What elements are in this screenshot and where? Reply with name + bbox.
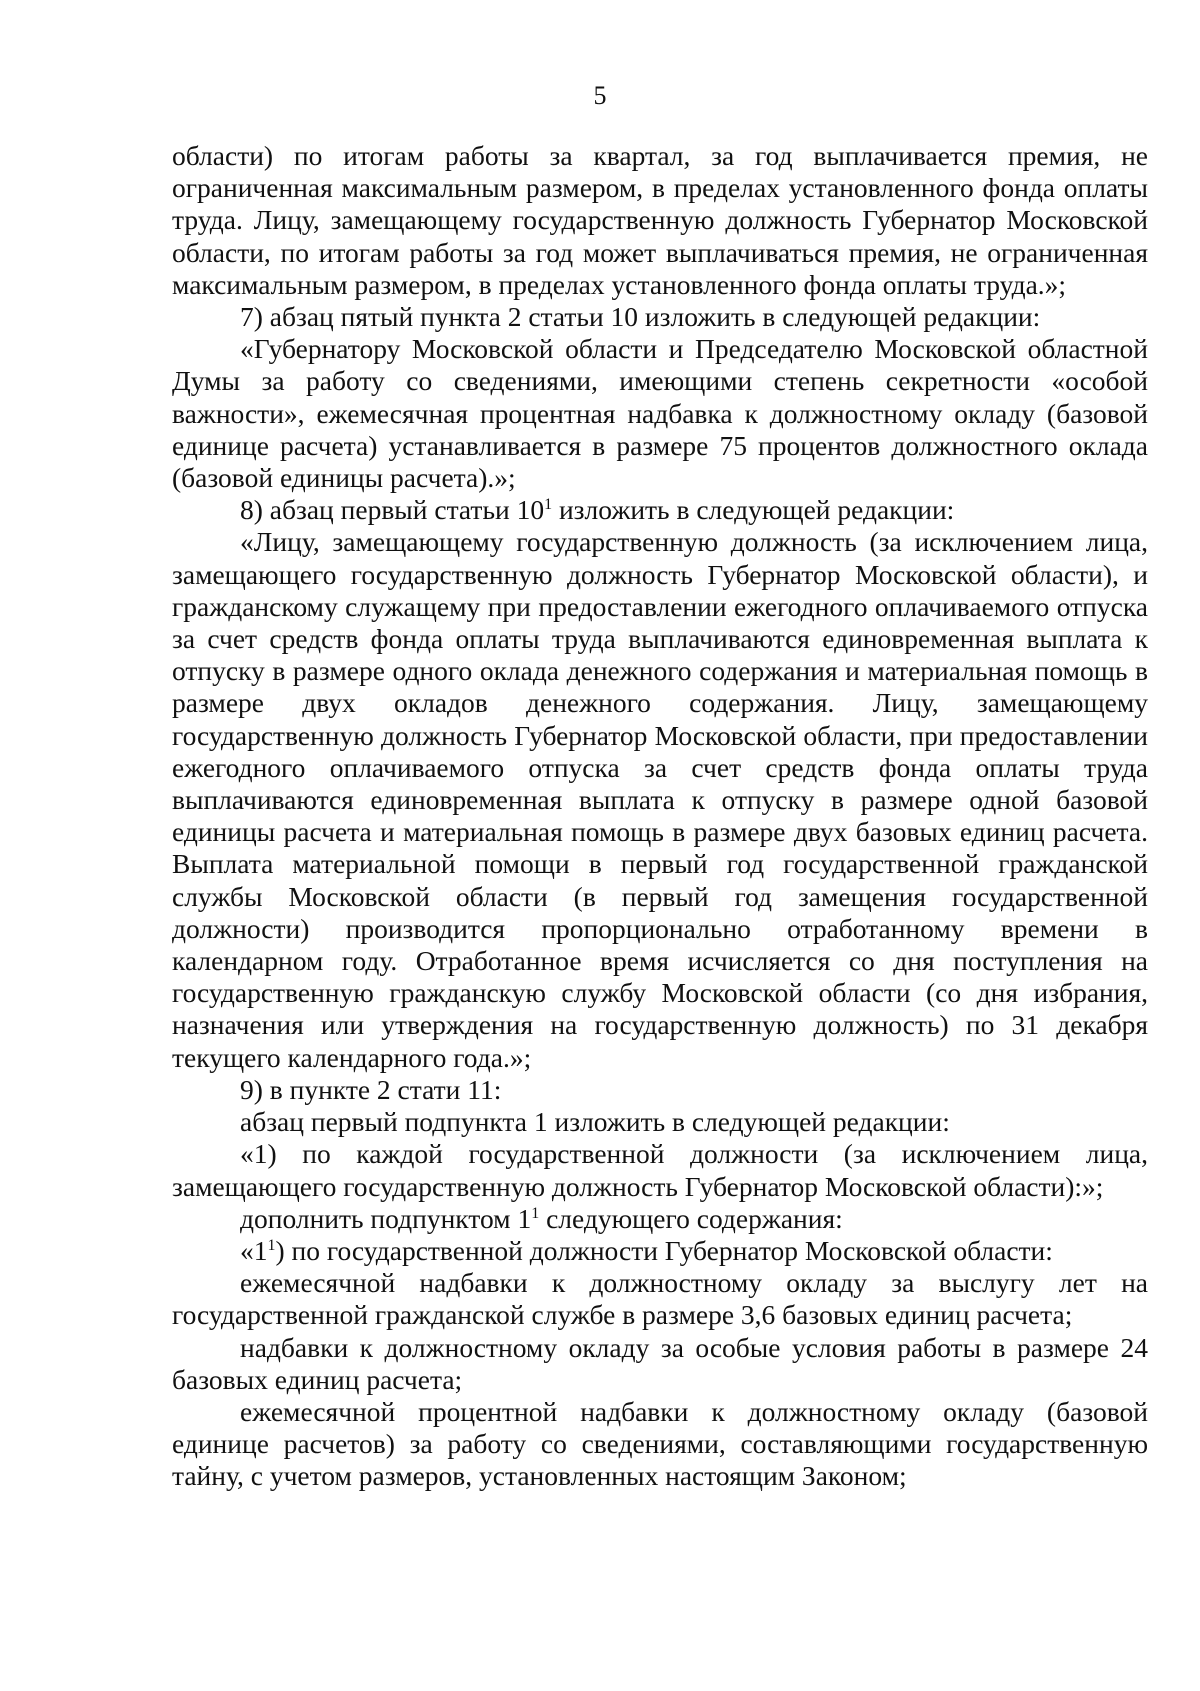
paragraph-add-subitem	[172, 1203, 1148, 1235]
paragraph-quote-subitem-1: «1) по каждой государственной должности (за исключением лица, замещающего государственную должность Губернатор Московской области):»;	[172, 1138, 1148, 1202]
page-number: 5	[593, 81, 607, 110]
item-8-text: 8) абзац первый статьи 10	[240, 494, 545, 526]
subitem-1-1-text: «1	[240, 1234, 268, 1266]
paragraph-state-secret-allowance: ежемесячной процентной надбавки к должностному окладу (базовой единице расчетов) за работу со сведениями, составляющими государственную тайну, с учетом размеров, установленных настоящим Законом;	[172, 1395, 1148, 1492]
paragraph-quote-vacation-payment: «Лицу, замещающему государственную должность (за исключением лица, замещающего государственную должность Губернатор Московской области), и гражданскому служащему при предоставлении ежегодного оплачиваемого отпуска за счет средств фонда оплаты труда выплачиваются единовременная выплата к отпуску в размере одного оклада денежного содержания и материальная помощь в размере двух окладов денежного содержания. Лицу, замещающему государственную должность Губернатор Московской области, при предоставлении ежегодного оплачиваемого отпуска за счет средств фонда оплаты труда выплачиваются единовременная выплата к отпуску в размере одной базовой единицы расчета и материальная помощь в размере двух базовых единиц расчета. Выплата материальной помощи в первый год государственной гражданской службы Московской области (в первый год замещения государственной должности) производится пропорционально отработанному времени в календарном году. Отработанное время исчисляется со дня поступления на государственную гражданскую службу Московской области (со дня избрания, назначения или утверждения на государственную должность) по 31 декабря текущего календарного года.»;	[172, 526, 1148, 1073]
item-8-text-end: изложить в следующей редакции:	[552, 494, 955, 526]
paragraph-premium-continuation: области) по итогам работы за квартал, за год выплачивается премия, не ограниченная максимальным размером, в пределах установленного фонда оплаты труда. Лицу, замещающему государственную должность Губернатор Московской области, по итогам работы за год может выплачиваться премия, не ограниченная максимальным размером, в пределах установленного фонда оплаты труда.»;	[172, 140, 1148, 300]
subitem-1-1-text-end: ) по государственной должности Губернатор Московской области:	[275, 1234, 1053, 1266]
paragraph-quote-secrecy-allowance: «Губернатору Московской области и Председателю Московской областной Думы за работу со сведениями, имеющими степень секретности «особой важности», ежемесячная процентная надбавка к должностному окладу (базовой единице расчета) устанавливается в размере 75 процентов должностного оклада (базовой единицы расчета).»;	[172, 333, 1148, 494]
paragraph-special-conditions-allowance: надбавки к должностному окладу за особые условия работы в размере 24 базовых единиц расчета;	[172, 1331, 1148, 1395]
paragraph-item-8	[172, 494, 1148, 526]
subitem-1-1-superscript: 1	[267, 1236, 276, 1254]
paragraph-seniority-allowance: ежемесячной надбавки к должностному окладу за выслугу лет на государственной гражданской службе в размере 3,6 базовых единиц расчета;	[172, 1267, 1148, 1331]
paragraph-item-9: 9) в пункте 2 стати 11:	[240, 1073, 502, 1105]
add-subitem-superscript: 1	[531, 1204, 540, 1222]
paragraph-subitem-1-intro: абзац первый подпункта 1 изложить в следующей редакции:	[240, 1106, 950, 1138]
add-subitem-text: дополнить подпунктом 1	[240, 1202, 532, 1234]
paragraph-item-7: 7) абзац пятый пункта 2 статьи 10 изложить в следующей редакции:	[240, 301, 1041, 333]
document-body	[172, 140, 1148, 1493]
paragraph-quote-subitem-1-1	[172, 1235, 1148, 1267]
item-8-superscript: 1	[544, 496, 553, 514]
add-subitem-text-end: следующего содержания:	[539, 1202, 843, 1234]
